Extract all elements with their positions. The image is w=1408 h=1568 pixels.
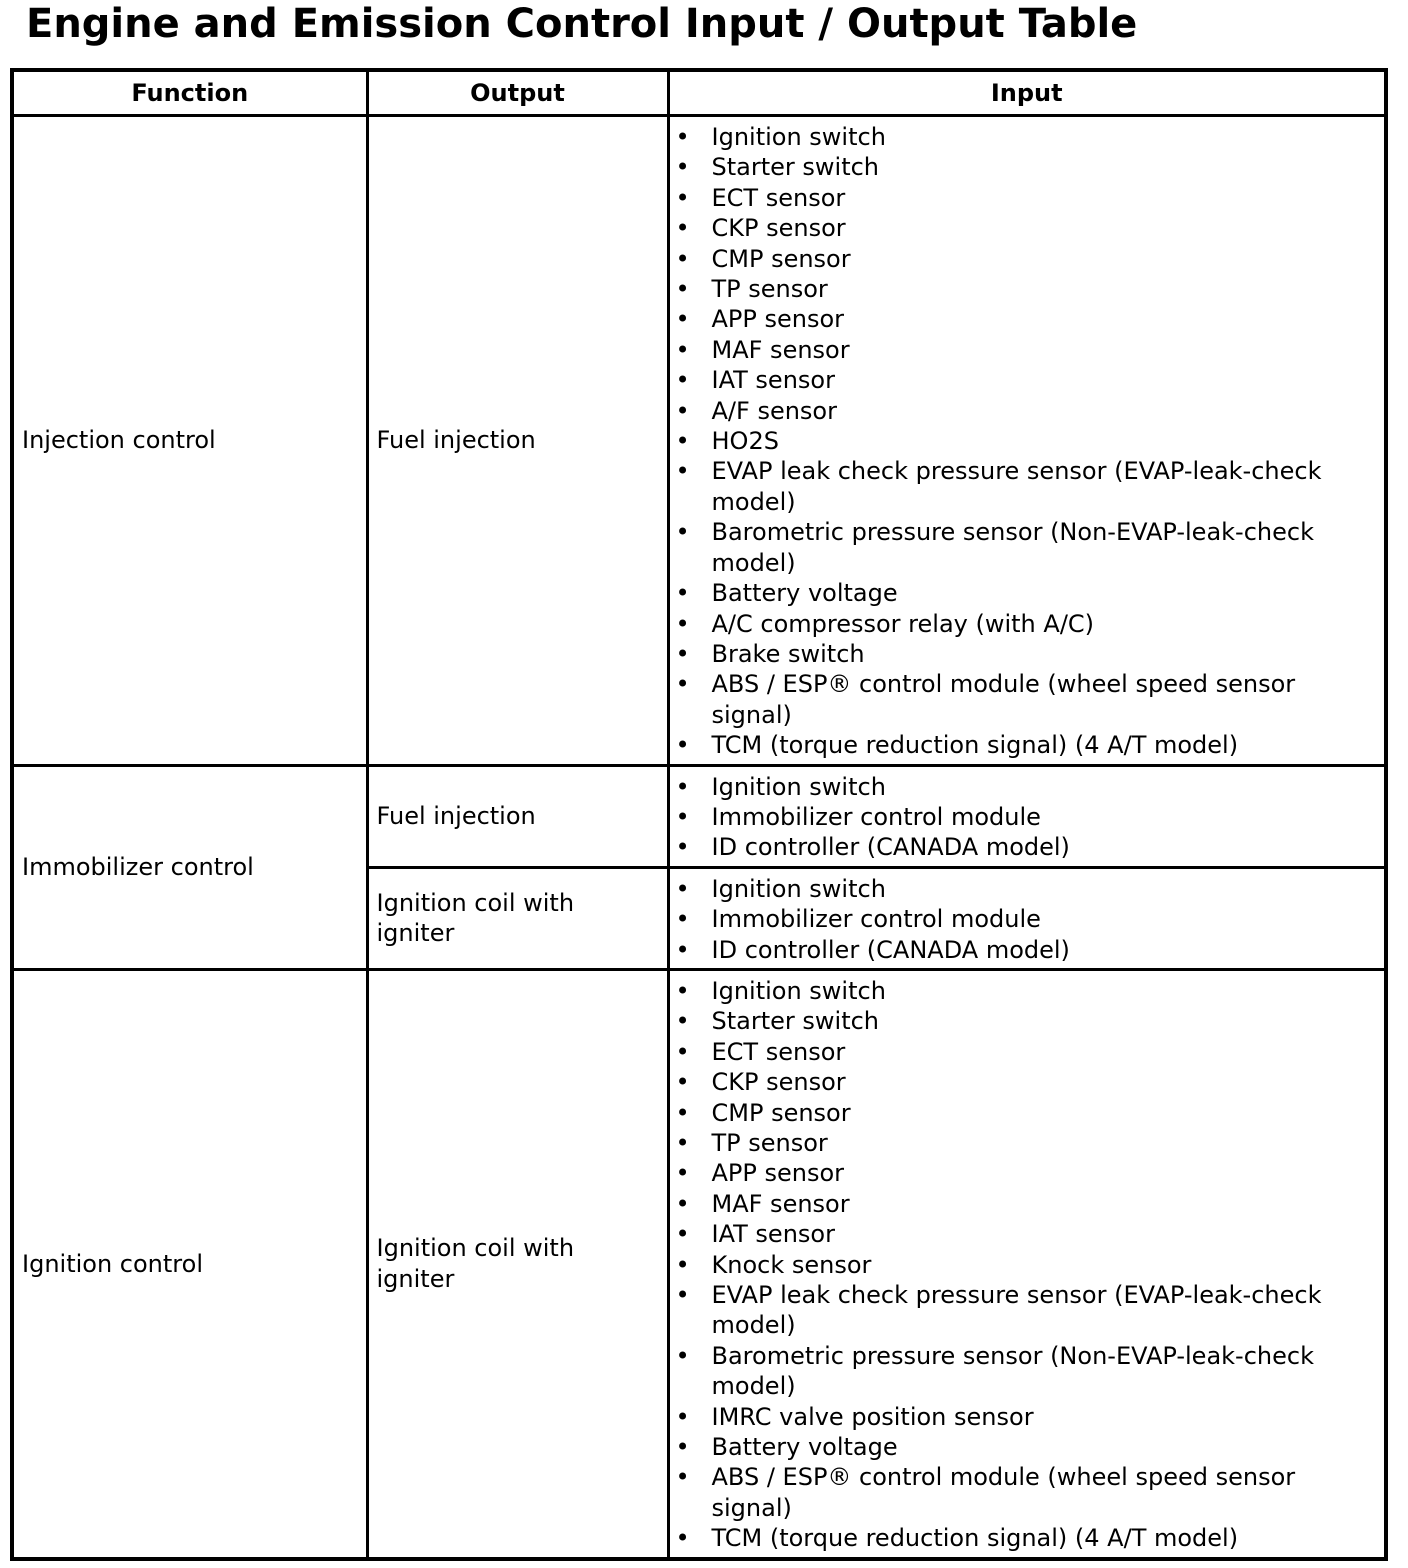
- function-cell: Immobilizer control: [12, 765, 367, 969]
- header-input: Input: [668, 70, 1386, 116]
- header-output: Output: [367, 70, 668, 116]
- list-item: • Brake switch: [670, 639, 1377, 669]
- table-row: [12, 765, 1386, 867]
- input-list: [670, 122, 1377, 761]
- function-cell: Injection control: [12, 116, 367, 766]
- list-item: • TCM (torque reduction signal) (4 A/T model): [670, 1523, 1377, 1553]
- list-item: • APP sensor: [670, 304, 1377, 334]
- list-item: • Immobilizer control module: [670, 904, 1377, 934]
- list-item: • Starter switch: [670, 152, 1377, 182]
- list-item: • Ignition switch: [670, 772, 1377, 802]
- list-item: • TCM (torque reduction signal) (4 A/T model): [670, 730, 1377, 760]
- list-item: • Barometric pressure sensor (Non-EVAP-leak-check model): [670, 517, 1377, 578]
- list-item: • CKP sensor: [670, 1067, 1377, 1097]
- input-list: [670, 772, 1377, 863]
- list-item: • CMP sensor: [670, 1098, 1377, 1128]
- list-item: • CKP sensor: [670, 213, 1377, 243]
- output-cell: Fuel injection: [367, 116, 668, 766]
- list-item: • MAF sensor: [670, 1189, 1377, 1219]
- input-cell: [668, 867, 1386, 969]
- list-item: • Ignition switch: [670, 976, 1377, 1006]
- list-item: • ID controller (CANADA model): [670, 935, 1377, 965]
- list-item: • ECT sensor: [670, 183, 1377, 213]
- list-item: • EVAP leak check pressure sensor (EVAP-leak-check model): [670, 456, 1377, 517]
- list-item: • ABS / ESP® control module (wheel speed sensor signal): [670, 1462, 1377, 1523]
- list-item: • TP sensor: [670, 1128, 1377, 1158]
- list-item: • A/C compressor relay (with A/C): [670, 609, 1377, 639]
- input-cell: [668, 765, 1386, 867]
- page-title: Engine and Emission Control Input / Output Table: [26, 1, 1138, 47]
- input-list: [670, 976, 1377, 1554]
- list-item: • IAT sensor: [670, 365, 1377, 395]
- list-item: • Ignition switch: [670, 122, 1377, 152]
- header-row: [12, 70, 1386, 116]
- input-list: [670, 874, 1377, 965]
- list-item: • IAT sensor: [670, 1219, 1377, 1249]
- list-item: • EVAP leak check pressure sensor (EVAP-leak-check model): [670, 1280, 1377, 1341]
- list-item: • APP sensor: [670, 1158, 1377, 1188]
- list-item: • Knock sensor: [670, 1250, 1377, 1280]
- list-item: • TP sensor: [670, 274, 1377, 304]
- input-cell: [668, 116, 1386, 766]
- table-row: [12, 969, 1386, 1558]
- list-item: • ABS / ESP® control module (wheel speed sensor signal): [670, 669, 1377, 730]
- table-row: [12, 116, 1386, 766]
- list-item: • Barometric pressure sensor (Non-EVAP-leak-check model): [670, 1341, 1377, 1402]
- list-item: • IMRC valve position sensor: [670, 1402, 1377, 1432]
- list-item: • CMP sensor: [670, 244, 1377, 274]
- header-function: Function: [12, 70, 367, 116]
- list-item: • Ignition switch: [670, 874, 1377, 904]
- list-item: • ID controller (CANADA model): [670, 832, 1377, 862]
- list-item: • A/F sensor: [670, 396, 1377, 426]
- output-cell: Ignition coil with igniter: [367, 969, 668, 1558]
- list-item: • Battery voltage: [670, 1432, 1377, 1462]
- function-cell: Ignition control: [12, 969, 367, 1558]
- list-item: • MAF sensor: [670, 335, 1377, 365]
- io-table: [10, 68, 1388, 1561]
- list-item: • ECT sensor: [670, 1037, 1377, 1067]
- list-item: • Starter switch: [670, 1006, 1377, 1036]
- list-item: • Immobilizer control module: [670, 802, 1377, 832]
- list-item: • HO2S: [670, 426, 1377, 456]
- output-cell: Fuel injection: [367, 765, 668, 867]
- list-item: • Battery voltage: [670, 578, 1377, 608]
- output-cell: Ignition coil with igniter: [367, 867, 668, 969]
- input-cell: [668, 969, 1386, 1558]
